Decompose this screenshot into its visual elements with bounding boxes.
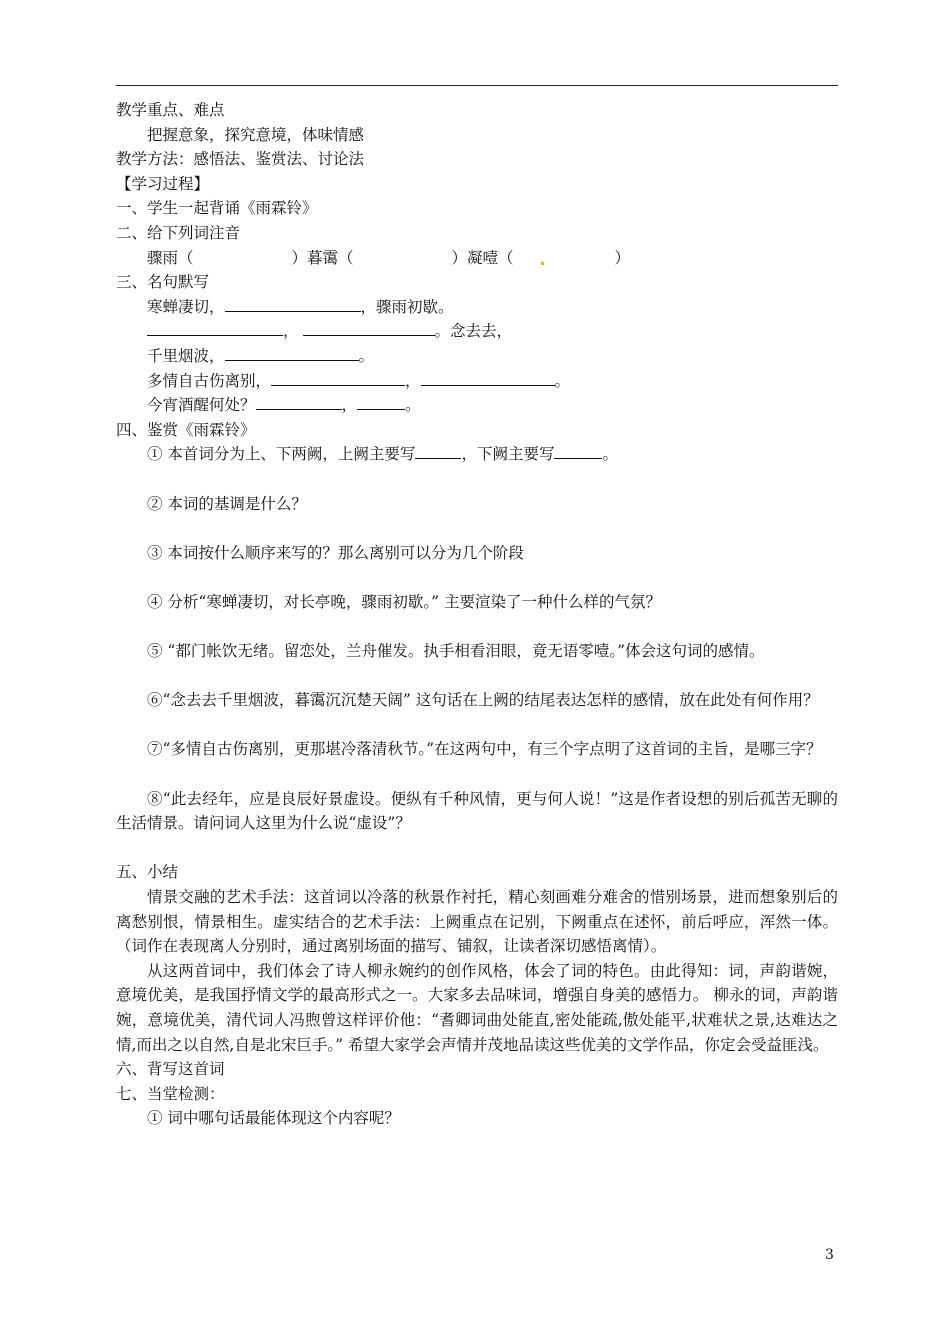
page-number: 3 [825,1247,834,1263]
marker-dot [541,262,544,265]
word-2: ）暮霭（ [291,248,354,267]
section-7-title: 七、当堂检测： [116,1084,225,1103]
question-2: ② 本词的基调是什么？ [147,494,307,513]
key-points-title: 教学重点、难点 [116,101,225,119]
section-5-title: 五、小结 [116,863,179,882]
question-8: ⑧“此去经年，应是良辰好景虚设。便纵有千种风情，更与何人说！”这是作者设想的别后孤苦无聊的生活情景。请问词人这里为什么说“虚设”？ [116,789,838,833]
question-6: ⑥“念去去千里烟波，暮霭沉沉楚天阔” 这句话在上阙的结尾表达怎样的感情，放在此处有何作用？ [147,691,819,710]
blank-field[interactable] [303,320,435,336]
pronunciation-row [116,246,838,271]
blank-field[interactable] [225,296,361,312]
word-1: 骤雨（ [147,248,194,267]
key-points-text: 把握意象，探究意境，体味情感 [147,125,365,144]
document-page [116,98,838,1131]
blank-field[interactable] [421,370,555,386]
recite-line-3: 千里烟波， 。 [147,346,375,365]
blank-field[interactable] [256,394,342,410]
recite-line-2: ， 。念去去， [116,319,838,344]
recite-line-5: 今宵酒醒何处？ ， 。 [147,396,421,415]
question-7: ⑦“多情自古伤离别，更那堪冷落清秋节。”在这两句中，有三个字点明了这首词的主旨，是哪三字？ [147,740,822,759]
section-1-title: 一、学生一起背诵《雨霖铃》 [116,199,318,218]
blank-field[interactable] [271,370,405,386]
recite-line-4: 多情自古伤离别， ， 。 [147,371,571,390]
question-5: ⑤ “都门帐饮无绪。留恋处，兰舟催发。执手相看泪眼，竟无语零噎。”体会这句词的感情。 [147,642,765,661]
question-1: ① 本首词分为上、下两阙，上阙主要写 ，下阙主要写 。 [147,445,618,464]
question-4: ④ 分析“寒蝉凄切，对长亭晚，骤雨初歇。” 主要渲染了一种什么样的气氛？ [147,592,661,611]
blank-field[interactable] [357,394,405,410]
question-3: ③ 本词按什么顺序来写的？那么离别可以分为几个阶段 [147,543,524,562]
blank-field[interactable] [415,443,461,459]
summary-paragraph-2: 从这两首词中，我们体会了诗人柳永婉约的创作风格，体会了词的特色。由此得知：词，声韵谐婉，意境优美，是我国抒情文学的最高形式之一。大家多去品味词，增强自身美的感悟力。 柳永的词，声韵谐婉，意境优美，清代词人冯煦曾这样评价他：“耆卿词曲处能直,密处能疏,傲处能平,状难状之景,达难达之情,而出之以自然,自是北宋巨手。” 希望大家学会声情并茂地品读这些优美的文学作品，你定会受益匪浅。 [116,961,838,1054]
section-2-title: 二、给下列词注音 [116,223,241,242]
process-title: 【学习过程】 [116,174,210,193]
section-6-title: 六、背写这首词 [116,1060,225,1079]
blank-field[interactable] [554,443,602,459]
recite-line-1: 寒蝉凄切， ，骤雨初歇。 [147,297,454,316]
blank-field[interactable] [225,345,359,361]
summary-paragraph-1: 情景交融的艺术手法：这首词以冷落的秋景作衬托，精心刻画难分难舍的惜别场景，进而想象别后的离愁别恨，情景相生。虚实结合的艺术手法：上阙重点在记别，下阙重点在述怀，前后呼应，浑然一体。（词作在表现离人分别时，通过离别场面的描写、铺叙，让读者深切感悟离情）。 [116,888,838,956]
paren-close: ） [614,248,631,267]
teaching-methods: 教学方法：感悟法、鉴赏法、讨论法 [116,150,365,169]
word-3: ）凝噎（ [451,248,514,267]
blank-field[interactable] [147,320,283,336]
section-4-title: 四、鉴赏《雨霖铃》 [116,420,256,439]
test-question-1: ① 词中哪句话最能体现这个内容呢？ [147,1109,400,1128]
section-3-title: 三、名句默写 [116,273,210,292]
header-rule [116,85,838,86]
